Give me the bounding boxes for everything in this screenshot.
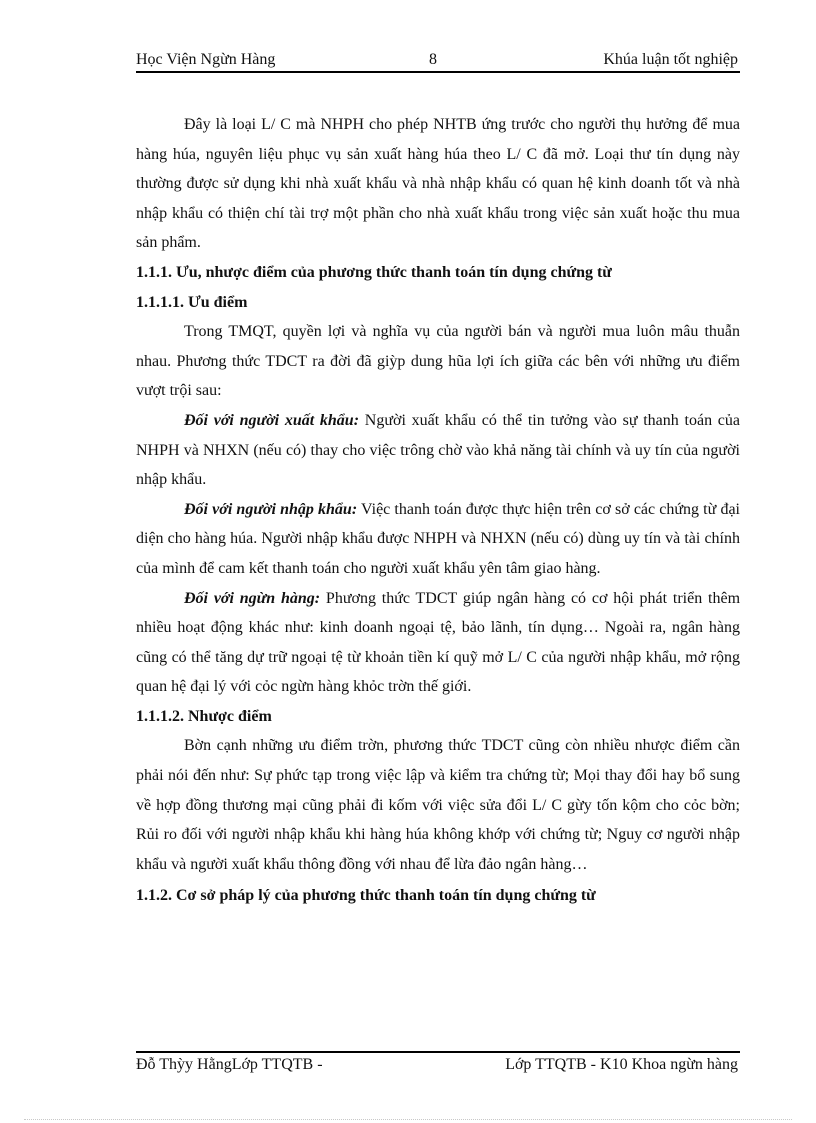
text-bank: Phương thức TDCT giúp ngân hàng có cơ hội phát triển thêm nhiều hoạt động khác như: kinh doanh ngoại tệ, bảo lãnh, tín dụng… Ngoài ra, ngân hàng cũng có thể tăng dự trữ ngoại tệ từ khoản tiền kí quỹ mở L/ C của người nhập khẩu, mở rộng quan hệ đại lý với cỏc ngừn hàng khỏc trờn thế giới. — [136, 589, 741, 696]
footer-author: Đỗ Thỳy HằngLớp TTQTB - — [136, 1056, 323, 1073]
heading-1-1-1: 1.1.1. Ưu, nhược điểm của phương thức thanh toán tín dụng chứng từ — [136, 263, 612, 281]
label-importer: Đối với người nhập khẩu: — [184, 500, 358, 518]
footer-class: Lớp TTQTB - K10 Khoa ngừn hàng — [505, 1056, 738, 1073]
page-bottom-dotted-line — [24, 1119, 792, 1120]
header-doc-type: Khúa luận tốt nghiệp — [603, 51, 738, 68]
text-exporter: Người xuất khẩu có thể tin tưởng vào sự thanh toán của NHPH và NHXN (nếu có) thay cho việc trông chờ vào khả năng tài chính và uy tín của người nhập khẩu. — [136, 411, 740, 489]
page-header — [136, 49, 740, 71]
label-exporter: Đối với người xuất khẩu: — [184, 411, 360, 429]
paragraph-exporter — [136, 406, 740, 495]
header-institution: Học Viện Ngừn Hàng — [136, 51, 276, 68]
text-importer: Việc thanh toán được thực hiện trên cơ sở các chứng từ đại diện cho hàng húa. Người nhập khẩu được NHPH và NHXN (nếu có) dùng uy tín và tài chính của mình để cam kết thanh toán cho người xuất khẩu yên tâm giao hàng. — [136, 500, 740, 577]
heading-1-1-1-2: 1.1.1.2. Nhược điểm — [136, 707, 272, 725]
page-footer — [136, 1053, 740, 1077]
paragraph-disadvantages: Bờn cạnh những ưu điểm trờn, phương thức TDCT cũng còn nhiều nhược điểm cần phải nói đến như: Sự phức tạp trong việc lập và kiểm tra chứng từ; Mọi thay đổi hay bổ sung về hợp đồng thương mại cũng phải đi kốm với việc sửa đổi L/ C gừy tốn kộm cho cỏc bờn; Rủi ro đối với người nhập khẩu khi hàng húa không khớp với chứng từ; Nguy cơ người nhập khẩu và người xuất khẩu thông đồng với nhau để lừa đảo ngân hàng… — [136, 737, 740, 873]
page-number: 8 — [429, 51, 437, 68]
paragraph-advantages-intro: Trong TMQT, quyền lợi và nghĩa vụ của người bán và người mua luôn mâu thuẫn nhau. Phương thức TDCT ra đời đã giỳp dung hũa lợi ích giữa các bên với những ưu điểm vượt trội sau: — [136, 323, 740, 400]
header-rule — [136, 71, 740, 73]
paragraph-bank — [136, 584, 740, 702]
page-body — [136, 110, 740, 911]
paragraph-importer — [136, 495, 740, 584]
heading-1-1-1-1: 1.1.1.1. Ưu điểm — [136, 293, 248, 311]
paragraph-advance-lc: Đây là loại L/ C mà NHPH cho phép NHTB ứng trước cho người thụ hưởng để mua hàng húa, nguyên liệu phục vụ sản xuất hàng húa theo L/ C đã mở. Loại thư tín dụng này thường được sử dụng khi nhà xuất khẩu và nhà nhập khẩu có quan hệ kinh doanh tốt và nhà nhập khẩu có thiện chí tài trợ một phần cho nhà xuất khẩu trong việc sản xuất hoặc thu mua sản phẩm. — [136, 116, 740, 252]
label-bank: Đối với ngừn hàng: — [184, 589, 321, 607]
heading-1-1-2: 1.1.2. Cơ sở pháp lý của phương thức thanh toán tín dụng chứng từ — [136, 887, 596, 905]
